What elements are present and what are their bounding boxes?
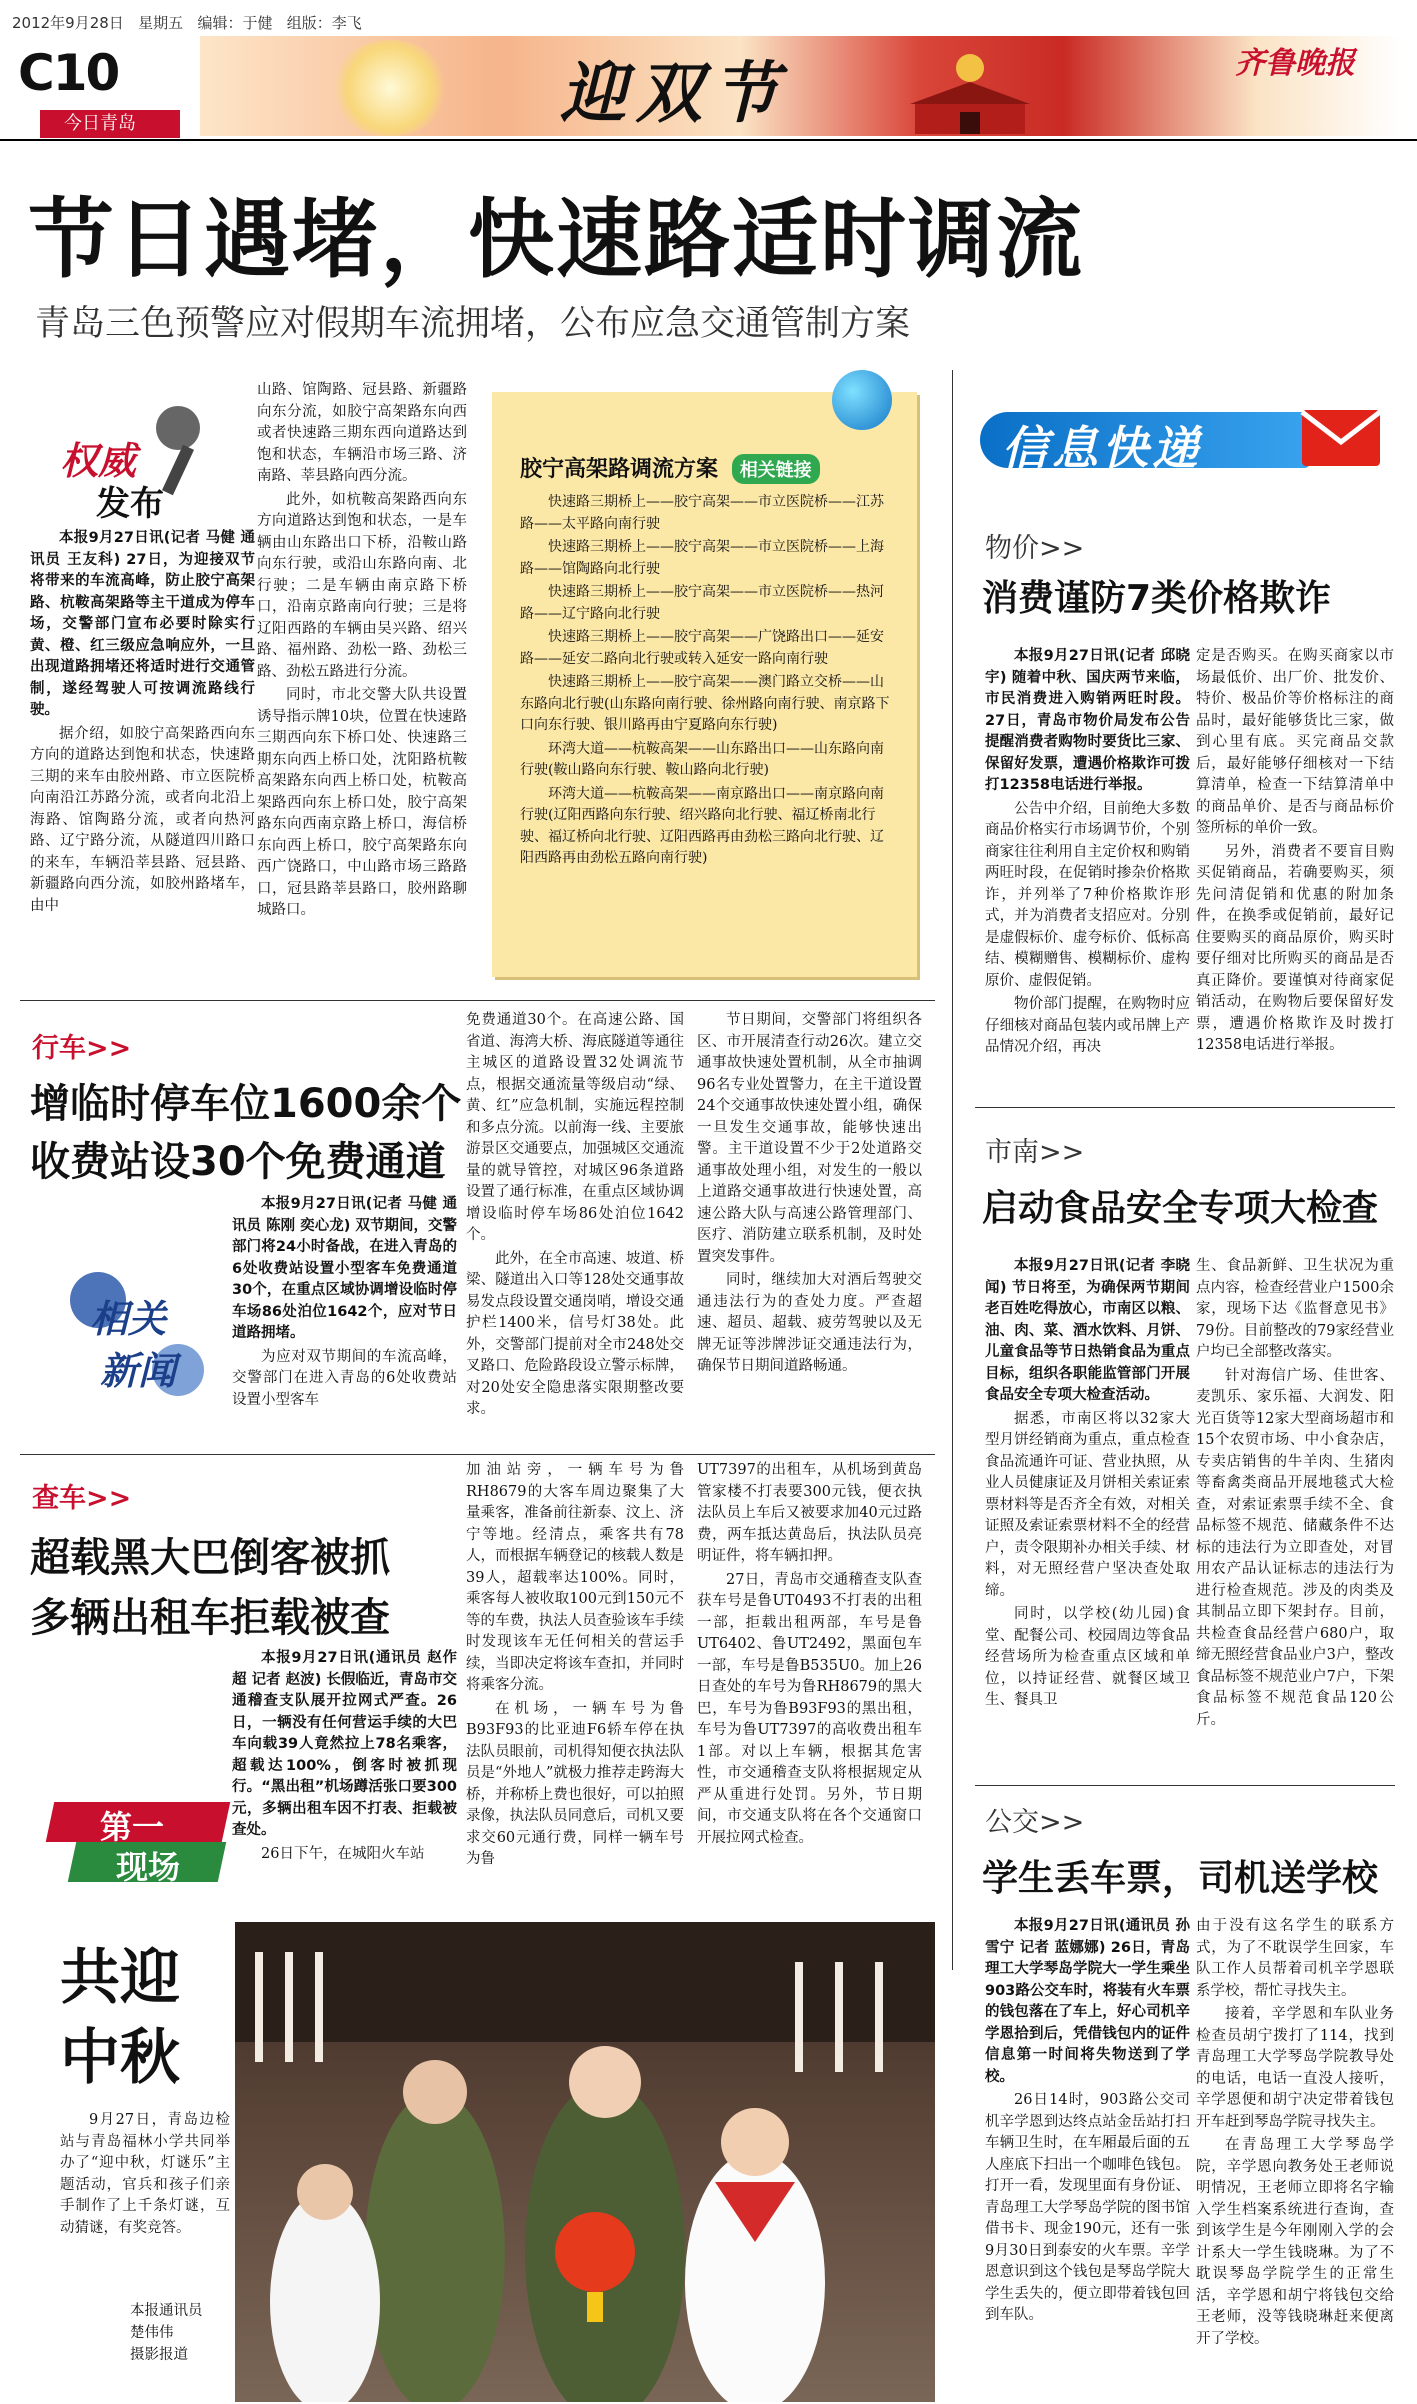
price-col1: 本报9月27日讯(记者 邱晓宇) 随着中秋、国庆两节来临，市民消费进入购销两旺时段。27日，青岛市物价局发布公告提醒消费者购物时要货比三家、保留好发票，遭遇价格欺诈可拨打12358电话进行举报。 公告中介绍，目前绝大多数商品价格实行市场调节价，个别商家往往利用自主定价权和购销两旺时段，在促销时掺杂价格欺诈，并列举了7种价格欺诈形式，并为消费者支招应对。分别是虚假标价、虚夸标价、低标高结、模糊赠售、模糊标价、虚构原价、虚假促销。 物价部门提醒，在购物时应仔细核对商品包装内或吊牌上产品情况介绍，再决 — [985, 648, 1190, 1055]
paper-logo: 齐鲁晚报 — [1235, 46, 1355, 81]
info-logo: 信息快递 — [980, 390, 1390, 490]
lead-col1: 本报9月27日讯(记者 马健 通讯员 王友科) 27日，为迎接双节将带来的车流高峰，防止胶宁高架路、杭鞍高架路等主干道成为停车场，交警部门宣布必要时除实行黄、橙、红三级应急响应外，一旦出现道路拥堵还将适时进行交通管制，遂经驾驶人可按调流路线行驶。 据介绍，如胶宁高架路西向东方向的道路达到饱和状态，快速路三期的来车由胶州路、市立医院桥向南沿江苏路分流，或者向北沿上海路、馆陶路分流，或者向热河路、辽宁路分流，从隧道四川路口的来车，车辆沿莘县路、冠县路、新疆路向西分流，如胶州路堵车，由中 — [30, 530, 255, 914]
masthead — [0, 0, 1417, 140]
related-headline-1: 增临时停车位1600余个 — [30, 1081, 462, 1127]
bus-col1: 本报9月27日讯(通讯员 孙雪宁 记者 蓝娜娜) 26日，青岛理工大学琴岛学院大一学生乘坐903路公交车时，将装有火车票的钱包落在了车上，好心司机辛学恩拾到后，凭借钱包内的证件信息第一时间将失物送到了学校。 26日14时，903路公交司机辛学恩到达终点站金岳站打扫车辆卫生时，在车厢最后面的五人座底下扫出一个咖啡色钱包。打开一看，发现里面有身份证、青岛理工大学琴岛学院的图书馆借书卡、现金190元，还有一张9月30日到泰安的火车票。辛学恩意识到这个钱包是琴岛学院大学生丢失的，便立即带着钱包回到车队。 — [985, 1918, 1190, 2323]
scene-headline-1: 超载黑大巴倒客被抓 — [30, 1535, 390, 1581]
scene-badge: 第一 现场 — [50, 1796, 230, 1886]
related-kicker: 行车>> — [32, 1033, 132, 1064]
lead-col2: 山路、馆陶路、冠县路、新疆路向东分流，如胶宁高架路东向西或者快速路三期东西向道路达到饱和状态，车辆沿市场三路、济南路、莘县路向西分流。 此外，如杭鞍高架路西向东方向道路达到饱和状态，一是车辆由山东路出口下桥，沿鞍山路向东行驶，或沿山东路向南、北行驶；二是车辆由南京路下桥口，沿南京路南向行驶；三是将辽阳西路的车辆由吴兴路、绍兴路、福州路、劲松一路、劲松三路、劲松五路进行分流。 同时，市北交警大队共设置诱导指示牌10块，位置在快速路三期西向东下桥口处、快速路三期东向西上桥口处，沈阳路杭鞍高架路东向西上桥口处，杭鞍高架路西向东上桥口处，胶宁高架路东向西南京路上桥口，海信桥东向西上桥口，胶宁高架路东向西广饶路口，中山路市场三路路口，冠县路莘县路口，胶州路聊城路口。 — [257, 382, 467, 918]
photo-caption: 9月27日，青岛边检站与青岛福林小学共同举办了“迎中秋，灯谜乐”主题活动，官兵和孩子们亲手制作了上千条灯谜，互动猜谜，有奖竞答。 — [60, 2112, 230, 2236]
bus-col2: 由于没有这名学生的联系方式，为了不耽误学生回家，车队工作人员帮着司机辛学恩联系学校，帮忙寻找失主。 接着，辛学恩和车队业务检查员胡宁拨打了114，找到青岛理工大学琴岛学院教导处的电话，电话一直没人接听，辛学恩便和胡宁决定带着钱包开车赶到琴岛学院寻找失主。 在青岛理工大学琴岛学院，辛学恩向教务处王老师说明情况，王老师立即将名字输入学生档案系统进行查询，查到该学生是今年刚刚入学的会计系大一学生钱晓琳。为了不耽误琴岛学院学生的正常生活，辛学恩和胡宁将钱包交给王老师，没等钱晓琳赶来便离开了学校。 — [1196, 1918, 1394, 2347]
authority-badge: 权威 发布 — [60, 390, 210, 520]
related-col2: 免费通道30个。在高速公路、国省道、海湾大桥、海底隧道等通往主城区的道路设置32处调流节点，根据交通流量等级启动“绿、黄、红”应急机制，实施远程控制和多点分流。以前海一线、主要旅游景区交通要点，加强城区交通流量的就导管控，对城区96条道路设置了通行标准，在重点区域协调增设临时停车场86处泊位1642个。 此外，在全市高速、坡道、桥梁、隧道出入口等128处交通事故易发点段设置交通岗哨，增设交通护栏1400米，信号灯38处。此外，交警部门提前对全市248处交叉路口、危险路段设立警示标牌，对20处安全隐患落实限期整改要求。 — [466, 1012, 684, 1417]
scene-col2: 加油站旁，一辆车号为鲁RH8679的大客车周边聚集了大量乘客，准备前往新泰、汶上、济宁等地。经清点，乘客共有78人，而根据车辆登记的核载人数是39人，超载率达100%。同时，乘客每人被收取100元到150元不等的车费，执法人员查验该车手续时发现该车无任何相关的营运手续，当即决定将该车查扣，并同时将乘客分流。 在机场，一辆车号为鲁B93F93的比亚迪F6轿车停在执法队员眼前，司机得知便衣执法队员是“外地人”就极力推荐走跨海大桥，并称桥上费也很好，可以拍照录像，执法队员同意后，司机又要求交60元通行费，同样一辆车号为鲁 — [466, 1462, 684, 1867]
box-tag: 相关链接 — [732, 454, 820, 484]
bus-kicker: 公交>> — [985, 1807, 1085, 1838]
pushpin-icon — [832, 370, 892, 430]
banner-title: 迎双节 — [560, 54, 788, 132]
page-number: C10 — [18, 44, 119, 102]
market-col2: 生、食品新鲜、卫生状况为重点内容，检查经营业户1500余家，现场下达《监督意见书》79份。目前整改的79家经营业户均已全部整改落实。 针对海信广场、佳世客、麦凯乐、家乐福、大润发、阳光百货等12家大型商场超市和15个农贸市场、中小食杂店，专卖店销售的牛羊肉、生猪肉等畜禽类商品开展地毯式大检查，对索证索票手续不全、食品标签不规范、储藏条件不达标的违法行为立即查处，对冒用农产品认证标志的违法行为进行检查规范。涉及的肉类及其制品立即下架封存。目前，共检查食品经营户680户，取缔无照经营食品业户3户，整改食品标签不规范业户7户，下架食品标签不规范食品120公斤。 — [1196, 1258, 1394, 1728]
section-tab: 今日青岛 — [40, 110, 180, 138]
lead-headline: 节日遇堵，快速路适时调流 — [28, 190, 1084, 290]
event-photo-illustration — [235, 1922, 935, 2402]
box-items: 快速路三期桥上——胶宁高架——市立医院桥——江苏路——太平路向南行驶 快速路三期桥上——胶宁高架——市立医院桥——上海路——馆陶路向北行驶 快速路三期桥上——胶宁高架——市立医院桥——热河路——辽宁路向北行驶 快速路三期桥上——胶宁高架——广饶路出口——延安路——延安二路向北行驶或转入延安一路向南行驶 快速路三期桥上——胶宁高架——澳门路立交桥——山东路向北行驶(山东路向南行驶、徐州路向南行驶、南京路下口向东行驶、银川路再由宁夏路向东行驶) 环湾大道——杭鞍高架——山东路出口——山东路向南行驶(鞍山路向东行驶、鞍山路向北行驶) 环湾大道——杭鞍高架——南京路出口——南京路向南行驶(辽阳西路向东行驶、绍兴路向北行驶、福辽桥南北行驶、福辽桥向北行驶、辽阳西路再由劲松三路向北行驶、辽阳西路再由劲松五路向南行驶) — [520, 494, 890, 866]
event-photo — [235, 1922, 935, 2402]
scene-headline-2: 多辆出租车拒载被查 — [30, 1595, 390, 1641]
scene-kicker: 查车>> — [32, 1483, 132, 1514]
box-title: 胶宁高架路调流方案 相关链接 — [520, 452, 820, 484]
tiananmen-icon — [905, 46, 1035, 134]
photo-title-1: 共迎 — [60, 1943, 180, 2013]
photo-credit: 本报通讯员 楚伟伟 摄影报道 — [130, 2303, 203, 2363]
scene-col3: UT7397的出租车，从机场到黄岛管家楼不打表要300元钱，便衣执法队员上车后又被要求加40元过路费，两车抵达黄岛后，执法队员亮明证件，将车辆扣押。 27日，青岛市交通稽查支队查获车号是鲁UT0493不打表的出租一部，拒载出租两部，车号是鲁UT6402、鲁UT2492，黑面包车一部，车号是鲁B535U0。加上26日查处的车号为鲁RH8679的黑大巴，车号为鲁B93F93的黑出租，车号为鲁UT7397的高收费出租车1部。对以上车辆，根据其危害性，市交通稽查支队将根据规定从严从重进行处罚。另外，节日期间，市交通支队将在各个交通窗口开展拉网式检查。 — [697, 1462, 922, 1846]
bus-headline: 学生丢车票，司机送学校 — [982, 1858, 1379, 1899]
market-kicker: 市南>> — [985, 1137, 1085, 1168]
related-headline-2: 收费站设30个免费通道 — [30, 1139, 446, 1185]
related-badge: 相关 新闻 — [60, 1260, 220, 1410]
price-col2: 定是否购买。在购买商家以市场最低价、出厂价、批发价、特价、极品价等价格标注的商品时，最好能够货比三家，做到心里有底。买完商品交款后，最好能够仔细核对一下结算清单，检查一下结算清单中的商品单价、是否与商品标价签所标的单价一致。 另外，消费者不要盲目购买促销商品，若确要购买，须先问清促销和优惠的附加条件，在换季或促销前，最好记住要购买的商品原价，购买时要仔细对比所购买的商品是否真正降价。要谨慎对待商家促销活动，在购物后要保留好发票，遭遇价格欺诈及时拨打12358电话进行举报。 — [1196, 648, 1394, 1053]
related-link-box — [492, 392, 917, 977]
date-line: 2012年9月28日 星期五 编辑：于健 组版：李飞 — [12, 14, 362, 32]
scene-col1: 本报9月27日讯(通讯员 赵作超 记者 赵波) 长假临近，青岛市交通稽查支队展开拉网式严查。26日，一辆没有任何营运手续的大巴车向载39人竟然拉上78名乘客，超载达100%，倒客时被抓现行。“黑出租”机场蹲活张口要300元，多辆出租车因不打表、拒载被查处。 26日下午，在城阳火车站 — [232, 1650, 457, 1862]
related-col3: 节日期间，交警部门将组织各区、市开展清查行动26次。建立交通事故快速处置机制，从全市抽调96名专业处置警力，在主干道设置24个交通事故快速处置小组，确保一旦发生交通事故，能够快速出警。主干道设置不少于2处道路交通事故处理小组，对发生的一般以上道路交通事故进行快速处置，高速公路大队与高速公路管理部门、医疗、消防建立联系机制，及时处置突发事件。 同时，继续加大对酒后驾驶交通违法行为的查处力度。严查超速、超员、超载、疲劳驾驶以及无牌无证等涉牌涉证交通违法行为，确保节日期间道路畅通。 — [697, 1012, 922, 1374]
envelope-icon — [1300, 404, 1384, 474]
market-col1: 本报9月27日讯(记者 李晓闻) 节日将至，为确保两节期间老百姓吃得放心，市南区以粮、油、肉、菜、酒水饮料、月饼、儿童食品等节日热销食品为重点目标，组织各职能监管部门开展食品安全专项大检查活动。 据悉，市南区将以32家大型月饼经销商为重点，重点检查食品流通许可证、营业执照，从业人员健康证及月饼相关索证索票材料等是否齐全有效，对相关证照及索证索票材料不全的经营户，责令限期补办相关手续、材料，对无照经营户坚决查处取缔。 同时，以学校(幼儿园)食堂、配餐公司、校园周边等食品经营场所为检查重点区域和单位，以持证经营、就餐区域卫生、餐具卫 — [985, 1258, 1190, 1708]
related-col1: 本报9月27日讯(记者 马健 通讯员 陈刚 奕心龙) 双节期间，交警部门将24小时备战，在进入青岛的6处收费站设置小型客车免费通道30个，在重点区域协调增设临时停车场86处泊位1642个，应对节日道路拥堵。 为应对双节期间的车流高峰，交警部门在进入青岛的6处收费站设置小型客车 — [232, 1196, 457, 1408]
price-headline: 消费谨防7类价格欺诈 — [982, 578, 1332, 619]
photo-title-2: 中秋 — [60, 2023, 180, 2093]
tiananmen-image — [905, 46, 1035, 134]
market-headline: 启动食品安全专项大检查 — [982, 1188, 1379, 1229]
lead-subhead: 青岛三色预警应对假期车流拥堵，公布应急交通管制方案 — [35, 304, 911, 344]
price-kicker: 物价>> — [985, 533, 1085, 564]
moon-image — [330, 40, 450, 136]
